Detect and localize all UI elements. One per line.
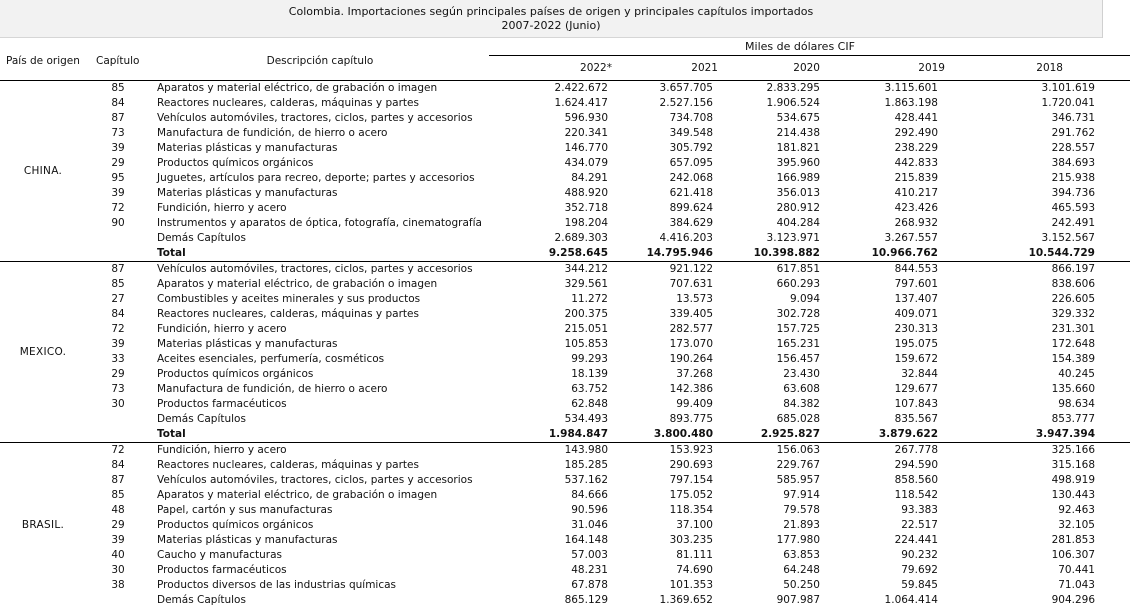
value-cell-2021: 303.235: [612, 533, 718, 548]
value-cell-2021: 384.629: [612, 216, 718, 231]
value-cell-2018: 3.101.619: [943, 81, 1130, 96]
description-cell: Fundición, hierro y acero: [150, 201, 490, 216]
value-cell-2022: 90.596: [490, 503, 612, 518]
value-cell-2020: 181.821: [718, 141, 825, 156]
value-cell-2019: 442.833: [825, 156, 943, 171]
value-cell-2022: 11.272: [490, 292, 612, 307]
description-cell: Demás Capítulos: [150, 231, 490, 246]
chapter-cell: 30: [86, 397, 150, 412]
header-year-2020: 2020: [720, 61, 820, 75]
description-cell: Reactores nucleares, calderas, máquinas y partes: [150, 458, 490, 473]
value-cell-2021: 242.068: [612, 171, 718, 186]
value-cell-2019: 195.075: [825, 337, 943, 352]
header-year-2019: 2019: [845, 61, 945, 75]
country-label: MEXICO.: [0, 262, 86, 443]
value-cell-2022: 596.930: [490, 111, 612, 126]
value-cell-2019: 137.407: [825, 292, 943, 307]
table-row: [0, 262, 1130, 278]
value-cell-2022: 215.051: [490, 322, 612, 337]
header-country: País de origen: [6, 54, 80, 68]
table-row: [0, 593, 1130, 608]
table-row: [0, 397, 1130, 412]
table-row: [0, 111, 1130, 126]
value-cell-2019: 238.229: [825, 141, 943, 156]
table-row: [0, 337, 1130, 352]
value-cell-2022: 198.204: [490, 216, 612, 231]
value-cell-2020: 229.767: [718, 458, 825, 473]
chapter-cell: 39: [86, 337, 150, 352]
value-cell-2018: 10.544.729: [943, 246, 1130, 262]
chapter-cell: 84: [86, 307, 150, 322]
value-cell-2018: 228.557: [943, 141, 1130, 156]
value-cell-2019: 292.490: [825, 126, 943, 141]
value-cell-2021: 2.527.156: [612, 96, 718, 111]
value-cell-2018: 291.762: [943, 126, 1130, 141]
value-cell-2022: 143.980: [490, 443, 612, 459]
chapter-cell: 30: [86, 563, 150, 578]
value-cell-2018: 106.307: [943, 548, 1130, 563]
chapter-cell: 33: [86, 352, 150, 367]
value-cell-2020: 165.231: [718, 337, 825, 352]
value-cell-2018: 904.296: [943, 593, 1130, 608]
chapter-cell: 87: [86, 111, 150, 126]
description-cell: Productos farmacéuticos: [150, 563, 490, 578]
value-cell-2018: 130.443: [943, 488, 1130, 503]
chapter-cell: 85: [86, 488, 150, 503]
total-row: [0, 246, 1130, 262]
total-label: Total: [150, 427, 490, 443]
table-title: Colombia. Importaciones según principales países de origen y principales capítulos importados: [0, 5, 1102, 19]
value-cell-2020: 166.989: [718, 171, 825, 186]
chapter-cell: 85: [86, 277, 150, 292]
value-cell-2021: 1.369.652: [612, 593, 718, 608]
value-cell-2018: 1.720.041: [943, 96, 1130, 111]
value-cell-2018: 154.389: [943, 352, 1130, 367]
value-cell-2018: 226.605: [943, 292, 1130, 307]
table-row: [0, 171, 1130, 186]
value-cell-2021: 707.631: [612, 277, 718, 292]
table-row: [0, 277, 1130, 292]
value-cell-2021: 621.418: [612, 186, 718, 201]
table-row: [0, 156, 1130, 171]
value-cell-2018: 498.919: [943, 473, 1130, 488]
value-cell-2019: 118.542: [825, 488, 943, 503]
value-cell-2022: 63.752: [490, 382, 612, 397]
value-cell-2020: 585.957: [718, 473, 825, 488]
description-cell: Manufactura de fundición, de hierro o acero: [150, 126, 490, 141]
value-cell-2018: 346.731: [943, 111, 1130, 126]
value-cell-2018: 70.441: [943, 563, 1130, 578]
table-row: [0, 503, 1130, 518]
header-year-2018: 2018: [960, 61, 1063, 75]
table-row: [0, 488, 1130, 503]
value-cell-2022: 31.046: [490, 518, 612, 533]
value-cell-2021: 282.577: [612, 322, 718, 337]
value-cell-2019: 428.441: [825, 111, 943, 126]
value-cell-2019: 3.879.622: [825, 427, 943, 443]
chapter-cell: 39: [86, 186, 150, 201]
chapter-cell: 73: [86, 382, 150, 397]
description-cell: Aceites esenciales, perfumería, cosméticos: [150, 352, 490, 367]
total-row: [0, 427, 1130, 443]
description-cell: Papel, cartón y sus manufacturas: [150, 503, 490, 518]
value-cell-2021: 14.795.946: [612, 246, 718, 262]
value-cell-2018: 40.245: [943, 367, 1130, 382]
chapter-cell: 72: [86, 443, 150, 459]
description-cell: Fundición, hierro y acero: [150, 443, 490, 459]
description-cell: Aparatos y material eléctrico, de grabación o imagen: [150, 488, 490, 503]
value-cell-2019: 844.553: [825, 262, 943, 278]
chapter-cell: 27: [86, 292, 150, 307]
value-cell-2018: 325.166: [943, 443, 1130, 459]
value-cell-2020: 157.725: [718, 322, 825, 337]
value-cell-2020: 2.833.295: [718, 81, 825, 96]
chapter-cell: 40: [86, 548, 150, 563]
value-cell-2022: 344.212: [490, 262, 612, 278]
value-cell-2021: 13.573: [612, 292, 718, 307]
value-cell-2020: 50.250: [718, 578, 825, 593]
value-cell-2018: 3.947.394: [943, 427, 1130, 443]
value-cell-2020: 3.123.971: [718, 231, 825, 246]
chapter-cell: 39: [86, 533, 150, 548]
description-cell: Caucho y manufacturas: [150, 548, 490, 563]
value-cell-2021: 349.548: [612, 126, 718, 141]
value-cell-2022: 185.285: [490, 458, 612, 473]
chapter-cell: 84: [86, 458, 150, 473]
value-cell-2019: 410.217: [825, 186, 943, 201]
table-row: [0, 412, 1130, 427]
value-cell-2021: 153.923: [612, 443, 718, 459]
value-cell-2021: 37.268: [612, 367, 718, 382]
value-cell-2020: 302.728: [718, 307, 825, 322]
value-cell-2020: 617.851: [718, 262, 825, 278]
value-cell-2020: 685.028: [718, 412, 825, 427]
value-cell-2021: 734.708: [612, 111, 718, 126]
value-cell-2022: 99.293: [490, 352, 612, 367]
value-cell-2021: 173.070: [612, 337, 718, 352]
table-row: [0, 322, 1130, 337]
value-cell-2018: 866.197: [943, 262, 1130, 278]
value-cell-2018: 215.938: [943, 171, 1130, 186]
value-cell-2021: 4.416.203: [612, 231, 718, 246]
value-cell-2022: 164.148: [490, 533, 612, 548]
table-row: [0, 382, 1130, 397]
value-cell-2020: 1.906.524: [718, 96, 825, 111]
value-cell-2019: 797.601: [825, 277, 943, 292]
value-cell-2018: 329.332: [943, 307, 1130, 322]
title-divider: [0, 37, 1102, 38]
description-cell: Aparatos y material eléctrico, de grabación o imagen: [150, 81, 490, 96]
value-cell-2018: 281.853: [943, 533, 1130, 548]
table-row: [0, 186, 1130, 201]
value-cell-2022: 534.493: [490, 412, 612, 427]
table-row: [0, 563, 1130, 578]
table-row: [0, 578, 1130, 593]
value-cell-2022: 200.375: [490, 307, 612, 322]
description-cell: Demás Capítulos: [150, 593, 490, 608]
country-label: CHINA.: [0, 81, 86, 262]
value-cell-2020: 395.960: [718, 156, 825, 171]
value-cell-2020: 10.398.882: [718, 246, 825, 262]
description-cell: Fundición, hierro y acero: [150, 322, 490, 337]
value-cell-2021: 899.624: [612, 201, 718, 216]
value-cell-2022: 9.258.645: [490, 246, 612, 262]
value-cell-2022: 84.291: [490, 171, 612, 186]
value-cell-2018: 315.168: [943, 458, 1130, 473]
value-cell-2021: 657.095: [612, 156, 718, 171]
value-cell-2020: 63.608: [718, 382, 825, 397]
chapter-cell: 29: [86, 367, 150, 382]
value-cell-2018: 172.648: [943, 337, 1130, 352]
description-cell: Combustibles y aceites minerales y sus productos: [150, 292, 490, 307]
value-cell-2020: 21.893: [718, 518, 825, 533]
table-row: [0, 141, 1130, 156]
value-cell-2021: 101.353: [612, 578, 718, 593]
table-row: [0, 548, 1130, 563]
value-cell-2022: 434.079: [490, 156, 612, 171]
value-cell-2020: 356.013: [718, 186, 825, 201]
value-cell-2019: 107.843: [825, 397, 943, 412]
table-row: [0, 518, 1130, 533]
value-cell-2019: 22.517: [825, 518, 943, 533]
chapter-cell: 29: [86, 518, 150, 533]
value-cell-2022: 329.561: [490, 277, 612, 292]
value-cell-2020: 23.430: [718, 367, 825, 382]
value-cell-2019: 79.692: [825, 563, 943, 578]
description-cell: Instrumentos y aparatos de óptica, fotografía, cinematografía: [150, 216, 490, 231]
table-subtitle: 2007-2022 (Junio): [0, 19, 1102, 33]
description-cell: Materias plásticas y manufacturas: [150, 337, 490, 352]
value-cell-2021: 290.693: [612, 458, 718, 473]
value-cell-2022: 865.129: [490, 593, 612, 608]
value-cell-2019: 1.064.414: [825, 593, 943, 608]
header-year-2022: 2022*: [500, 61, 612, 75]
value-cell-2020: 63.853: [718, 548, 825, 563]
header-year-2021: 2021: [620, 61, 718, 75]
value-cell-2019: 1.863.198: [825, 96, 943, 111]
description-cell: Productos químicos orgánicos: [150, 156, 490, 171]
value-cell-2019: 215.839: [825, 171, 943, 186]
chapter-cell: 72: [86, 201, 150, 216]
unit-underline: [489, 55, 1130, 56]
value-cell-2021: 797.154: [612, 473, 718, 488]
value-cell-2018: 465.593: [943, 201, 1130, 216]
value-cell-2020: 64.248: [718, 563, 825, 578]
description-cell: Vehículos automóviles, tractores, ciclos, partes y accesorios: [150, 262, 490, 278]
value-cell-2022: 488.920: [490, 186, 612, 201]
value-cell-2019: 3.115.601: [825, 81, 943, 96]
value-cell-2019: 93.383: [825, 503, 943, 518]
value-cell-2019: 268.932: [825, 216, 943, 231]
description-cell: Materias plásticas y manufacturas: [150, 141, 490, 156]
value-cell-2018: 3.152.567: [943, 231, 1130, 246]
chapter-cell: 87: [86, 262, 150, 278]
value-cell-2022: 2.422.672: [490, 81, 612, 96]
value-cell-2020: 534.675: [718, 111, 825, 126]
table-row: [0, 96, 1130, 111]
description-cell: Vehículos automóviles, tractores, ciclos, partes y accesorios: [150, 473, 490, 488]
sheet-edge: [1102, 0, 1103, 38]
chapter-cell: 85: [86, 81, 150, 96]
value-cell-2022: 84.666: [490, 488, 612, 503]
description-cell: Productos químicos orgánicos: [150, 367, 490, 382]
description-cell: Productos farmacéuticos: [150, 397, 490, 412]
total-label: Total: [150, 246, 490, 262]
chapter-cell: 87: [86, 473, 150, 488]
description-cell: Demás Capítulos: [150, 412, 490, 427]
table-row: [0, 81, 1130, 96]
value-cell-2020: 214.438: [718, 126, 825, 141]
table-row: [0, 458, 1130, 473]
value-cell-2019: 230.313: [825, 322, 943, 337]
value-cell-2019: 423.426: [825, 201, 943, 216]
chapter-cell: 72: [86, 322, 150, 337]
table-row: [0, 443, 1130, 459]
chapter-cell: 90: [86, 216, 150, 231]
value-cell-2019: 409.071: [825, 307, 943, 322]
description-cell: Reactores nucleares, calderas, máquinas y partes: [150, 307, 490, 322]
value-cell-2019: 858.560: [825, 473, 943, 488]
value-cell-2022: 352.718: [490, 201, 612, 216]
chapter-cell: [86, 246, 150, 262]
description-cell: Aparatos y material eléctrico, de grabación o imagen: [150, 277, 490, 292]
value-cell-2021: 81.111: [612, 548, 718, 563]
value-cell-2022: 1.984.847: [490, 427, 612, 443]
value-cell-2020: 97.914: [718, 488, 825, 503]
value-cell-2018: 384.693: [943, 156, 1130, 171]
value-cell-2021: 893.775: [612, 412, 718, 427]
table-row: [0, 533, 1130, 548]
value-cell-2022: 537.162: [490, 473, 612, 488]
value-cell-2019: 90.232: [825, 548, 943, 563]
value-cell-2018: 71.043: [943, 578, 1130, 593]
chapter-cell: 84: [86, 96, 150, 111]
table-row: [0, 367, 1130, 382]
table-row: [0, 352, 1130, 367]
value-cell-2021: 175.052: [612, 488, 718, 503]
value-cell-2019: 294.590: [825, 458, 943, 473]
chapter-cell: [86, 427, 150, 443]
value-cell-2022: 1.624.417: [490, 96, 612, 111]
chapter-cell: 95: [86, 171, 150, 186]
value-cell-2020: 84.382: [718, 397, 825, 412]
value-cell-2020: 907.987: [718, 593, 825, 608]
value-cell-2022: 105.853: [490, 337, 612, 352]
country-label: BRASIL.: [0, 443, 86, 608]
chapter-cell: [86, 231, 150, 246]
table-row: [0, 473, 1130, 488]
value-cell-2022: 18.139: [490, 367, 612, 382]
value-cell-2020: 177.980: [718, 533, 825, 548]
description-cell: Materias plásticas y manufacturas: [150, 186, 490, 201]
value-cell-2022: 146.770: [490, 141, 612, 156]
value-cell-2019: 159.672: [825, 352, 943, 367]
value-cell-2019: 10.966.762: [825, 246, 943, 262]
header-description: Descripción capítulo: [200, 54, 440, 68]
value-cell-2022: 220.341: [490, 126, 612, 141]
table-row: [0, 292, 1130, 307]
value-cell-2019: 3.267.557: [825, 231, 943, 246]
value-cell-2018: 231.301: [943, 322, 1130, 337]
description-cell: Productos diversos de las industrias químicas: [150, 578, 490, 593]
value-cell-2018: 394.736: [943, 186, 1130, 201]
value-cell-2021: 142.386: [612, 382, 718, 397]
table-row: [0, 307, 1130, 322]
value-cell-2018: 32.105: [943, 518, 1130, 533]
value-cell-2021: 190.264: [612, 352, 718, 367]
chapter-cell: 39: [86, 141, 150, 156]
value-cell-2019: 59.845: [825, 578, 943, 593]
description-cell: Manufactura de fundición, de hierro o acero: [150, 382, 490, 397]
value-cell-2022: 57.003: [490, 548, 612, 563]
value-cell-2022: 62.848: [490, 397, 612, 412]
value-cell-2020: 156.457: [718, 352, 825, 367]
value-cell-2022: 67.878: [490, 578, 612, 593]
value-cell-2021: 339.405: [612, 307, 718, 322]
description-cell: Reactores nucleares, calderas, máquinas y partes: [150, 96, 490, 111]
value-cell-2020: 2.925.827: [718, 427, 825, 443]
value-cell-2018: 853.777: [943, 412, 1130, 427]
value-cell-2020: 280.912: [718, 201, 825, 216]
description-cell: Productos químicos orgánicos: [150, 518, 490, 533]
value-cell-2019: 835.567: [825, 412, 943, 427]
table-row: [0, 201, 1130, 216]
value-cell-2020: 660.293: [718, 277, 825, 292]
value-cell-2018: 838.606: [943, 277, 1130, 292]
value-cell-2022: 48.231: [490, 563, 612, 578]
value-cell-2021: 305.792: [612, 141, 718, 156]
value-cell-2020: 9.094: [718, 292, 825, 307]
value-cell-2019: 224.441: [825, 533, 943, 548]
value-cell-2019: 267.778: [825, 443, 943, 459]
description-cell: Juguetes, artículos para recreo, deporte; partes y accesorios: [150, 171, 490, 186]
chapter-cell: [86, 412, 150, 427]
value-cell-2018: 92.463: [943, 503, 1130, 518]
value-cell-2018: 135.660: [943, 382, 1130, 397]
value-cell-2020: 156.063: [718, 443, 825, 459]
chapter-cell: 48: [86, 503, 150, 518]
chapter-cell: 73: [86, 126, 150, 141]
value-cell-2018: 98.634: [943, 397, 1130, 412]
header-unit: Miles de dólares CIF: [700, 40, 900, 54]
value-cell-2021: 99.409: [612, 397, 718, 412]
value-cell-2018: 242.491: [943, 216, 1130, 231]
value-cell-2019: 32.844: [825, 367, 943, 382]
chapter-cell: 38: [86, 578, 150, 593]
table-row: [0, 126, 1130, 141]
value-cell-2021: 74.690: [612, 563, 718, 578]
value-cell-2021: 3.800.480: [612, 427, 718, 443]
value-cell-2020: 79.578: [718, 503, 825, 518]
value-cell-2021: 118.354: [612, 503, 718, 518]
table-row: [0, 216, 1130, 231]
table-title-bar: [0, 0, 1102, 38]
description-cell: Materias plásticas y manufacturas: [150, 533, 490, 548]
table-row: [0, 231, 1130, 246]
value-cell-2020: 404.284: [718, 216, 825, 231]
value-cell-2019: 129.677: [825, 382, 943, 397]
description-cell: Vehículos automóviles, tractores, ciclos, partes y accesorios: [150, 111, 490, 126]
value-cell-2021: 3.657.705: [612, 81, 718, 96]
value-cell-2021: 921.122: [612, 262, 718, 278]
value-cell-2021: 37.100: [612, 518, 718, 533]
chapter-cell: [86, 593, 150, 608]
chapter-cell: 29: [86, 156, 150, 171]
imports-table: [0, 81, 1130, 608]
value-cell-2022: 2.689.303: [490, 231, 612, 246]
header-chapter: Capítulo: [96, 54, 139, 68]
